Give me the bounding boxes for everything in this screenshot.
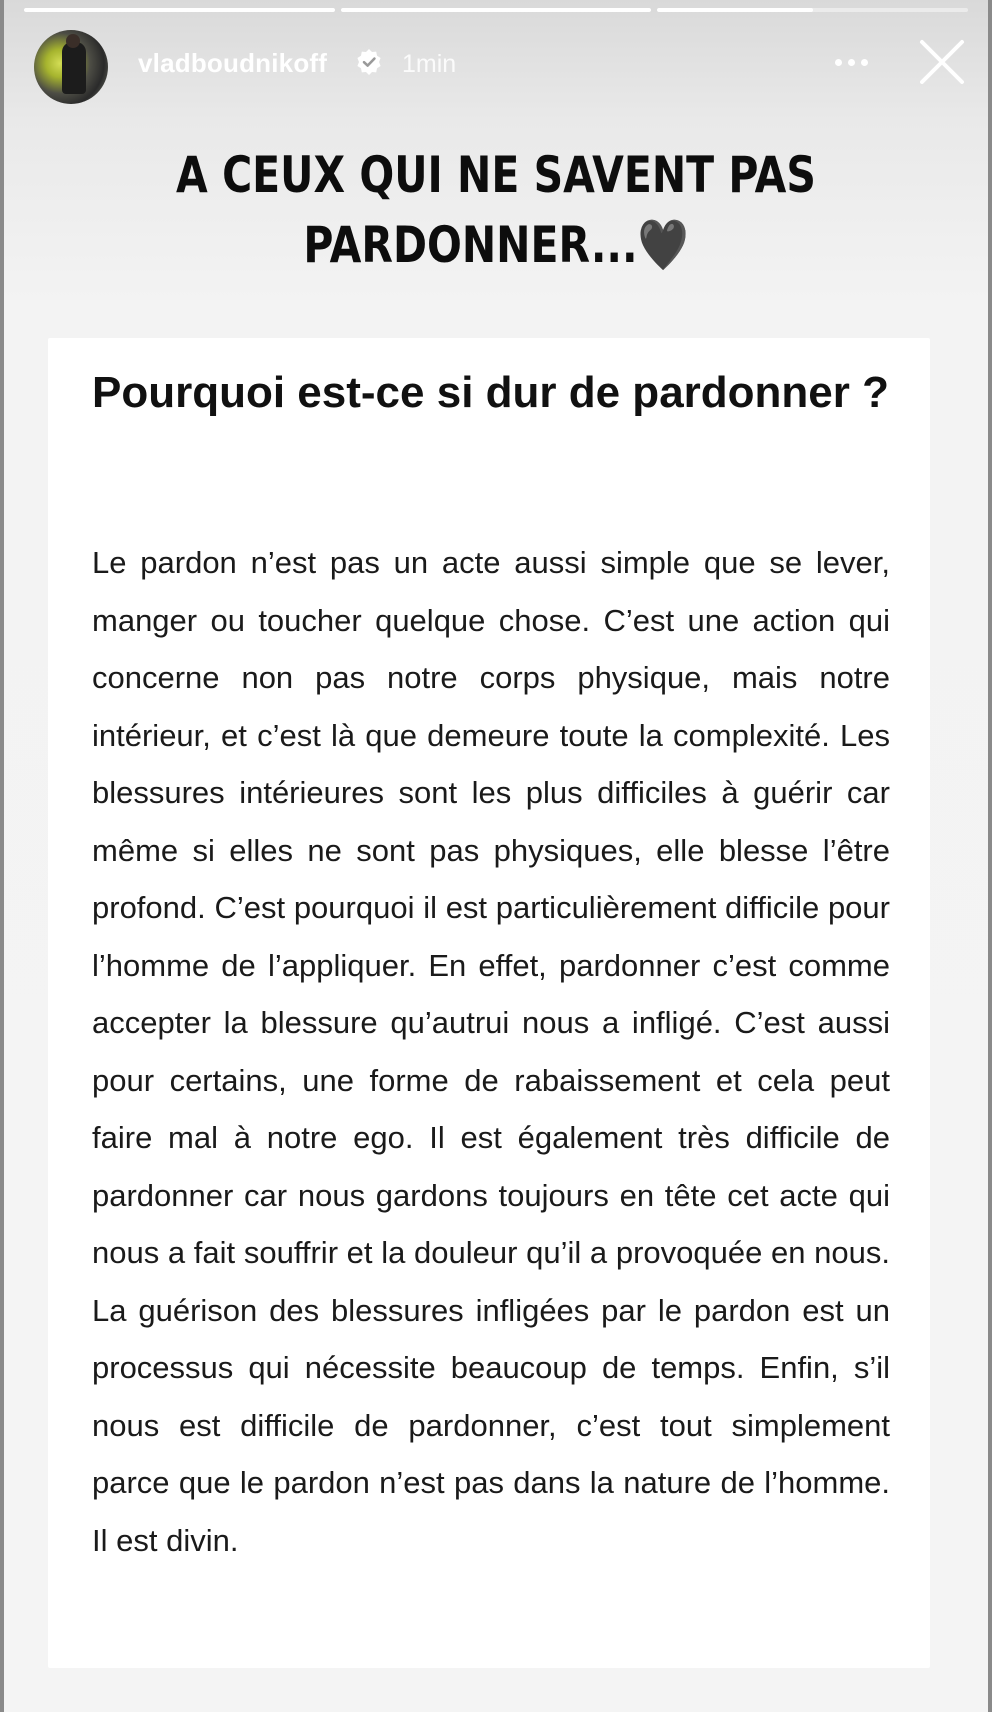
caption-line-2-text: PARDONNER... xyxy=(303,216,638,274)
story-header xyxy=(34,30,964,106)
more-dot xyxy=(835,59,842,66)
story-progress-bar xyxy=(24,8,968,12)
black-heart-emoji: 🖤 xyxy=(637,216,689,274)
more-options-icon[interactable] xyxy=(826,40,876,84)
more-dot xyxy=(861,59,868,66)
article-title: Pourquoi est-ce si dur de pardonner ? xyxy=(92,368,889,417)
story-progress-fill xyxy=(24,8,335,12)
close-icon[interactable] xyxy=(914,34,970,90)
caption-line-2 xyxy=(138,210,853,280)
avatar[interactable] xyxy=(34,30,108,104)
more-dot xyxy=(848,59,855,66)
story-progress-fill xyxy=(341,8,652,12)
article-card xyxy=(48,338,930,1668)
story-progress-segment xyxy=(341,8,652,12)
avatar-figure xyxy=(62,42,86,94)
username-link[interactable]: vladboudnikoff xyxy=(138,48,328,78)
verified-badge-icon xyxy=(356,49,382,75)
article-body: Le pardon n’est pas un acte aussi simple que se lever, manger ou toucher quelque chose. C’est une action qui concerne non pas notre corps physique, mais notre intérieur, et c’est là que demeure toute la complexité. Les blessures intérieures sont les plus difficiles à guérir car même si elles ne sont pas physiques, elle blesse l’être profond. C’est pourquoi il est particulièrement difficile pour l’homme de l’appliquer. En effet, pardonner c’est comme accepter la blessure qu’autrui nous a infligé. C’est aussi pour certains, une forme de rabaissement et cela peut faire mal à notre ego. Il est également très difficile de pardonner car nous gardons toujours en tête cet acte qui nous a fait souffrir et la douleur qu’il a provoquée en nous. La guérison des blessures infligées par le pardon est un processus qui nécessite beaucoup de temps. Enfin, s’il nous est difficile de pardonner, c’est tout simplement parce que le pardon n’est pas dans la nature de l’homme. Il est divin. xyxy=(92,545,890,1558)
story-edge-right xyxy=(988,0,992,1712)
avatar-head xyxy=(66,34,80,48)
caption-line-1: A CEUX QUI NE SAVENT PAS xyxy=(176,146,816,204)
story-caption xyxy=(138,140,853,280)
story-progress-fill xyxy=(657,8,812,12)
story-timestamp: 1min xyxy=(402,50,457,78)
story-progress-segment xyxy=(24,8,335,12)
story-progress-segment xyxy=(657,8,968,12)
story-edge-left xyxy=(0,0,4,1712)
